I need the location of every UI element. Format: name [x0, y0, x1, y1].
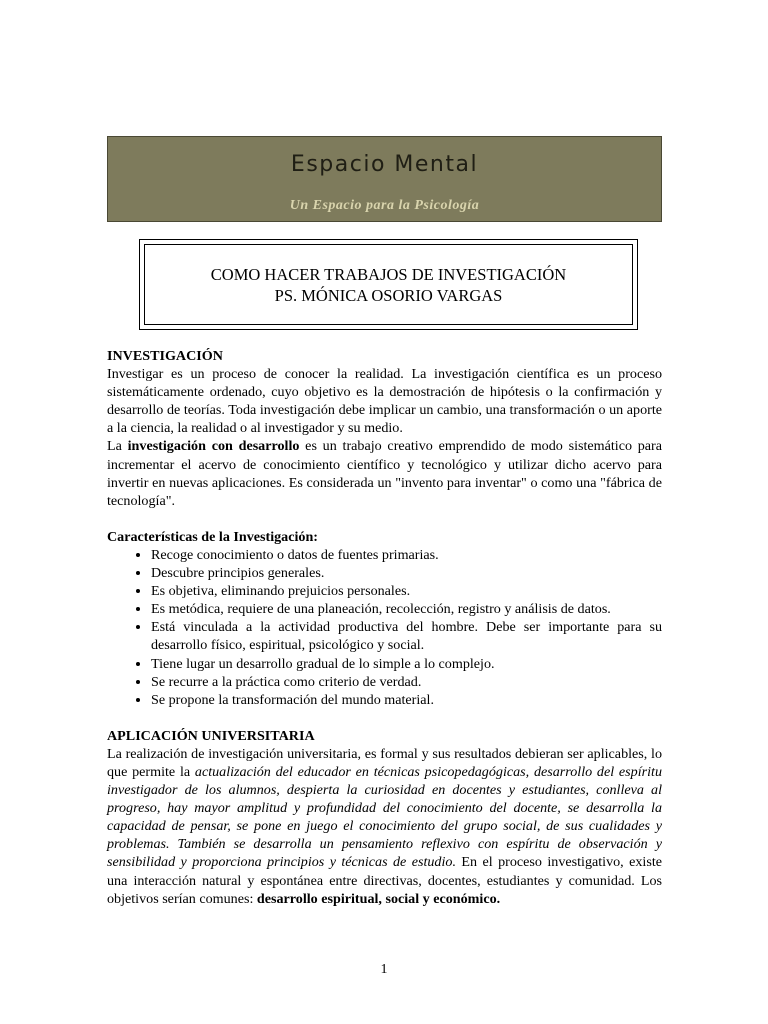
- section-heading-caracteristicas: Características de la Investigación:: [107, 528, 318, 545]
- paragraph-investigacion-desarrollo: [107, 437, 662, 509]
- header-banner: [107, 136, 662, 222]
- paragraph-investigacion-definition: Investigar es un proceso de conocer la realidad. La investigación científica es un proceso sistemáticamente ordenado, cuyo objetivo es la demostración de hipótesis o la confirmación y desarrollo de teorías. Toda investigación debe implicar un cambio, una transformación o un aporte a la ciencia, la realidad o al investigador y su medio.: [107, 366, 662, 437]
- spacer: [107, 510, 662, 528]
- section-heading-aplicacion: APLICACIÓN UNIVERSITARIA: [107, 727, 315, 744]
- text-run: La: [107, 438, 128, 455]
- section-heading-investigacion: INVESTIGACIÓN: [107, 348, 223, 364]
- banner-subtitle: Un Espacio para la Psicología: [289, 198, 480, 213]
- banner-title: Espacio Mental: [290, 152, 479, 177]
- text-run: La realización de investigación universitaria, es formal y sus resultados debieran ser aplicables, lo que permite la: [107, 745, 662, 780]
- list-item: • Es metódica, requiere de una planeación, recolección, registro y análisis de datos.: [151, 600, 662, 618]
- page-number: 1: [380, 962, 388, 977]
- list-item: • Se recurre a la práctica como criterio de verdad.: [151, 673, 662, 691]
- bold-term: desarrollo espiritual, social y económico.: [256, 890, 501, 907]
- document-author: PS. MÓNICA OSORIO VARGAS: [274, 286, 503, 305]
- list-item: • Tiene lugar un desarrollo gradual de lo simple a lo complejo.: [151, 655, 662, 673]
- document-title: COMO HACER TRABAJOS DE INVESTIGACIÓN: [210, 265, 567, 284]
- document-title-inner-frame: [144, 244, 633, 325]
- document-title-box: [139, 239, 638, 330]
- list-item: • Está vinculada a la actividad productiva del hombre. Debe ser importante para su desarrollo físico, espiritual, psicológico y social.: [151, 618, 662, 654]
- paragraph-aplicacion-universitaria: [107, 745, 662, 908]
- list-item: • Se propone la transformación del mundo material.: [151, 691, 662, 709]
- document-body: [107, 347, 662, 908]
- italic-passage: actualización del educador en técnicas psicopedagógicas, desarrollo del espíritu investigador de los alumnos, despierta la curiosidad en docentes y estudiantes, conlleva al progreso, hay mayor amplitud y profundidad del conocimiento del docente, se desarrolla la capacidad de pensar, se pone en juego el conocimiento del grupo social, de sus cualidades y problemas. También se desarrolla un pensamiento reflexivo con espíritu de observación y sensibilidad y proporciona principios y técnicas de estudio.: [107, 763, 662, 871]
- text-run: En el proceso investigativo, existe una interacción natural y espontánea entre directivas, docentes, estudiantes y comunidad. Los objetivos serían comunes:: [107, 854, 662, 907]
- list-item: • Es objetiva, eliminando prejuicios personales.: [151, 582, 662, 600]
- list-item: • Descubre principios generales.: [151, 564, 662, 582]
- bold-term: investigación con desarrollo: [127, 438, 300, 455]
- spacer: [107, 709, 662, 727]
- list-item: • Recoge conocimiento o datos de fuentes primarias.: [151, 546, 662, 564]
- text-run: es un trabajo creativo emprendido de modo sistemático para incrementar el acervo de conocimiento científico y tecnológico y utilizar dicho acervo para invertir en nuevas aplicaciones. Es considerada un "invento para inventar" o como una "fábrica de tecnología".: [107, 438, 663, 509]
- characteristics-list: [107, 546, 662, 709]
